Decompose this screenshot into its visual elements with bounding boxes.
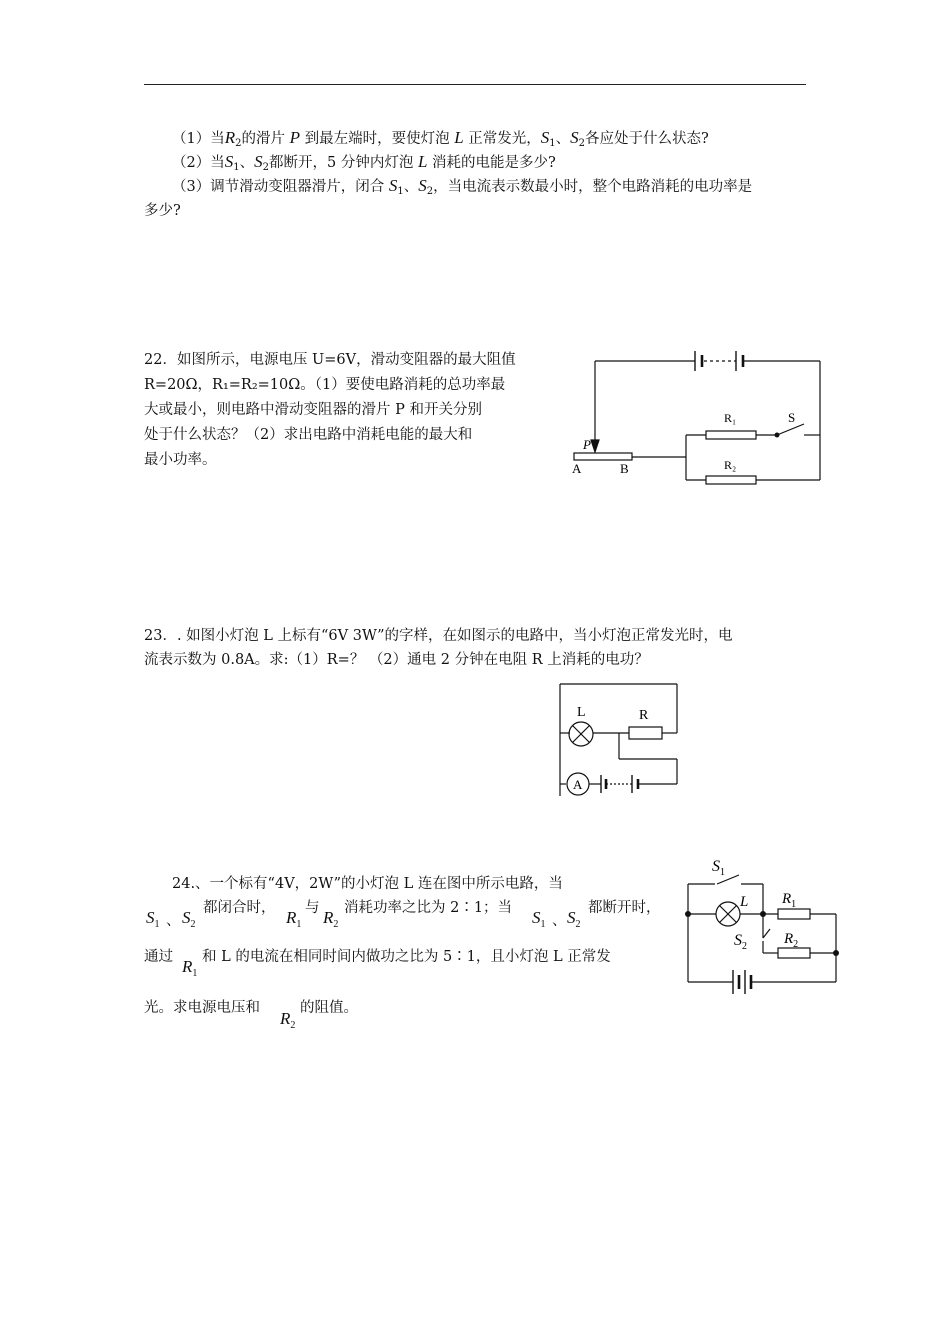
q24-s1-a: $S_1$ xyxy=(146,908,160,930)
q23-line-1: 23．. 如图小灯泡 L 上标有“6V 3W”的字样，在如图示的电路中，当小灯泡正常发光时，电 xyxy=(144,628,733,644)
q23-ammeter-label: A xyxy=(573,777,583,792)
q22-label-a: A xyxy=(572,461,582,476)
q24-s2-b: $S_2$ xyxy=(567,908,581,930)
q22-line-3: 大或最小，则电路中滑动变阻器的滑片 P 和开关分别 xyxy=(144,402,482,418)
q24-diagram-r1: $R_1$ xyxy=(782,891,797,910)
q24-diagram-r2: $R_2$ xyxy=(784,931,799,950)
q24-sep-a: 、 xyxy=(166,913,181,929)
q22-line-1: 22．如图所示，电源电压 U=6V，滑动变阻器的最大阻值 xyxy=(144,352,516,368)
q24-diagram-s2: $S_2$ xyxy=(734,932,747,952)
q24-line-1: 24.、一个标有“4V，2W”的小灯泡 L 连在图中所示电路，当 xyxy=(172,876,563,892)
q24-r2-b: $R_2$ xyxy=(280,1009,296,1031)
q22-label-r2: R₂ xyxy=(724,458,737,472)
q24-line-2b: 与 xyxy=(305,900,320,916)
q22-line-5: 最小功率。 xyxy=(144,452,217,468)
q24-line-2a: 都闭合时， xyxy=(203,900,276,916)
q22-label-b: B xyxy=(620,461,629,476)
q24-r1-b: $R_1$ xyxy=(182,957,198,979)
q22-label-r1: R₁ xyxy=(724,411,737,425)
q24-line-3b: 和 L 的电流在相同时间内做功之比为 5∶1，且小灯泡 L 正常发 xyxy=(202,949,611,965)
q-prev-line-3: （3）调节滑动变阻器滑片，闭合 $S_1$、$S_2$，当电流表示数最小时，整个电路消耗的电功率是 xyxy=(172,176,753,197)
q24-diagram-s1: $S_1$ xyxy=(712,858,725,878)
q22-line-2: R=20Ω，R₁=R₂=10Ω。（1）要使电路消耗的总功率最 xyxy=(144,377,506,393)
q24-line-4a: 光。求电源电压和 xyxy=(144,1000,260,1016)
q24-line-2d: 都断开时， xyxy=(588,900,661,916)
q22-line-4: 处于什么状态？（2）求出电路中消耗电能的最大和 xyxy=(144,427,473,443)
q24-line-4b: 的阻值。 xyxy=(300,1000,358,1016)
q24-r2-a: $R_2$ xyxy=(323,908,339,930)
q-prev-line-1: （1）当$R_2$的滑片 P 到最左端时，要使灯泡 L 正常发光，$S_1$、$S_2$各应处于什么状态? xyxy=(172,128,709,149)
q23-line-2: 流表示数为 0.8A。求:（1）R=？ （2）通电 2 分钟在电阻 R 上消耗的电功？ xyxy=(144,652,649,668)
q24-sep-b: 、 xyxy=(552,913,567,929)
q-prev-line-2: （2）当$S_1$、$S_2$都断开，5 分钟内灯泡 L 消耗的电能是多少? xyxy=(172,152,556,173)
q22-label-p: P xyxy=(583,437,591,452)
q24-s1-b: $S_1$ xyxy=(532,908,546,930)
q24-diagram-l: L xyxy=(740,894,749,910)
q23-label-l: L xyxy=(577,705,586,720)
q24-s2-a: $S_2$ xyxy=(182,908,196,930)
q23-label-r: R xyxy=(639,708,649,723)
q24-line-2c: 消耗功率之比为 2∶1；当 xyxy=(344,900,513,916)
q24-line-3a: 通过 xyxy=(144,949,173,965)
q-prev-line-4: 多少? xyxy=(144,203,181,219)
q24-r1-a: $R_1$ xyxy=(286,908,302,930)
header-rule xyxy=(144,84,806,85)
q22-label-s: S xyxy=(788,410,796,425)
